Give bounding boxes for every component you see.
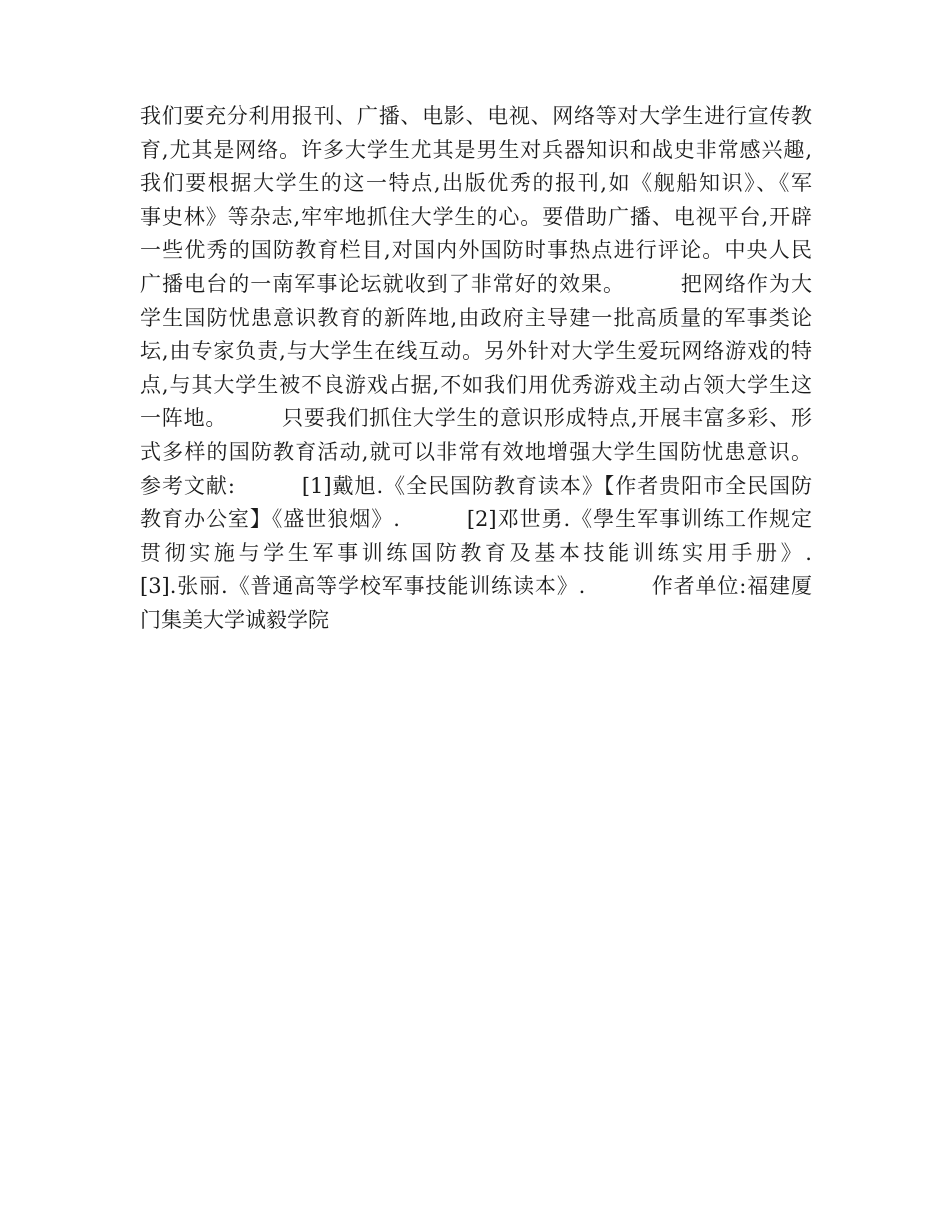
text-line-13: 教育办公室】《盛世狼烟》. [2]邓世勇.《學生军事训练工作规定 — [140, 507, 812, 532]
text-line-2: 育,尤其是网络。许多大学生尤其是男生对兵器知识和战史非常感兴趣, — [140, 137, 812, 162]
text-line-12: 参考文献: [1]戴旭.《全民国防教育读本》【作者贵阳市全民国防 — [140, 473, 812, 498]
text-line-3: 我们要根据大学生的这一特点,出版优秀的报刊,如《舰船知识》、《军 — [140, 171, 812, 196]
text-line-8: 坛,由专家负责,与大学生在线互动。另外针对大学生爱玩网络游戏的特 — [140, 339, 812, 364]
text-line-6: 广播电台的一南军事论坛就收到了非常好的效果。 把网络作为大 — [140, 271, 812, 296]
text-line-11: 式多样的国防教育活动,就可以非常有效地增强大学生国防忧患意识。 — [140, 439, 812, 464]
body-text — [140, 100, 812, 638]
text-line-7: 学生国防忧患意识教育的新阵地,由政府主导建一批高质量的军事类论 — [140, 305, 812, 330]
text-line-9: 点,与其大学生被不良游戏占据,不如我们用优秀游戏主动占领大学生这 — [140, 372, 812, 397]
text-line-14: 贯彻实施与学生军事训练国防教育及基本技能训练实用手册》. — [140, 540, 812, 565]
text-line-16: 门集美大学诚毅学院 — [140, 607, 329, 632]
text-line-10: 一阵地。 只要我们抓住大学生的意识形成特点,开展丰富多彩、形 — [140, 406, 812, 431]
text-line-5: 一些优秀的国防教育栏目,对国内外国防时事热点进行评论。中央人民 — [140, 238, 812, 263]
text-line-4: 事史林》等杂志,牢牢地抓住大学生的心。要借助广播、电视平台,开辟 — [140, 204, 812, 229]
text-line-15: [3].张丽.《普通高等学校军事技能训练读本》. 作者单位:福建厦 — [140, 574, 812, 599]
text-line-1: 我们要充分利用报刊、广播、电影、电视、网络等对大学生进行宣传教 — [140, 104, 812, 128]
